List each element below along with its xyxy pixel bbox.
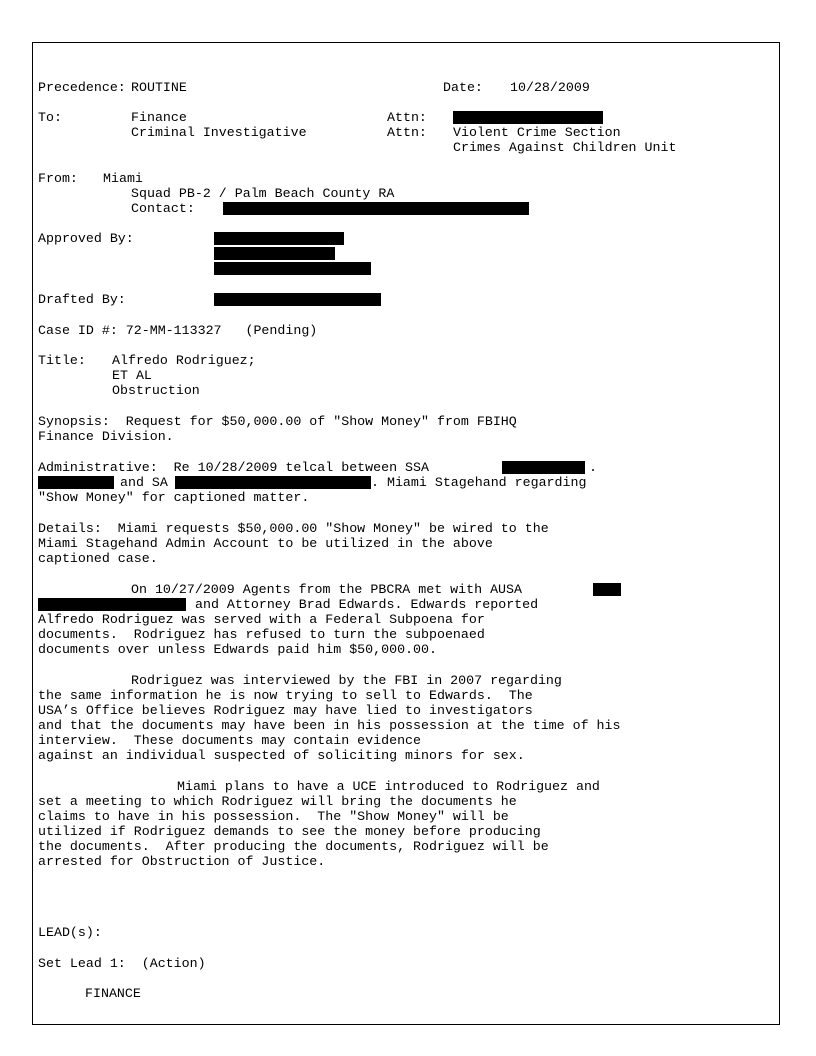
para1-line-1: On 10/27/2009 Agents from the PBCRA met with AUSA bbox=[131, 582, 522, 597]
attn-label-1: Attn: bbox=[387, 110, 427, 125]
to-label: To: bbox=[38, 110, 62, 125]
para1-line-4: documents. Rodriguez has refused to turn the subpoenaed bbox=[38, 627, 485, 642]
title-line-3: Obstruction bbox=[112, 383, 200, 398]
title-line-1: Alfredo Rodriguez; bbox=[112, 353, 256, 368]
administrative-line-1-end: . bbox=[589, 460, 597, 475]
lead-finance: FINANCE bbox=[85, 986, 141, 1001]
para3-line-4: utilized if Rodriguez demands to see the money before producing bbox=[38, 824, 541, 839]
case-id: Case ID #: 72-MM-113327 (Pending) bbox=[38, 323, 318, 338]
administrative-line-1: Administrative: Re 10/28/2009 telcal between SSA bbox=[38, 460, 429, 475]
administrative-line-3: "Show Money" for captioned matter. bbox=[38, 490, 310, 505]
para1-line-3: Alfredo Rodriguez was served with a Federal Subpoena for bbox=[38, 612, 485, 627]
precedence-label: Precedence: bbox=[38, 80, 126, 95]
title-label: Title: bbox=[38, 353, 86, 368]
attn-label-2: Attn: bbox=[387, 125, 427, 140]
administrative-line-2a: and SA bbox=[120, 475, 168, 490]
date-label: Date: bbox=[443, 80, 483, 95]
date-value: 10/28/2009 bbox=[510, 80, 590, 95]
attn-crimes-against-children: Crimes Against Children Unit bbox=[453, 140, 677, 155]
para2-line-5: interview. These documents may contain evidence bbox=[38, 733, 422, 748]
details-line-3: captioned case. bbox=[38, 551, 158, 566]
para2-line-3: USA’s Office believes Rodriguez may have lied to investigators bbox=[38, 703, 533, 718]
from-office: Miami bbox=[103, 171, 143, 186]
para3-line-2: set a meeting to which Rodriguez will bring the documents he bbox=[38, 794, 517, 809]
para2-line-6: against an individual suspected of soliciting minors for sex. bbox=[38, 748, 525, 763]
precedence-value: ROUTINE bbox=[131, 80, 187, 95]
para2-line-4: and that the documents may have been in his possession at the time of his bbox=[38, 718, 621, 733]
redaction-ssa-cont bbox=[38, 476, 114, 489]
from-label: From: bbox=[38, 171, 78, 186]
redaction-sa bbox=[175, 476, 371, 489]
recipient-criminal-investigative: Criminal Investigative bbox=[131, 125, 307, 140]
para3-line-3: claims to have in his possession. The "Show Money" will be bbox=[38, 809, 509, 824]
para3-line-5: the documents. After producing the documents, Rodriguez will be bbox=[38, 839, 549, 854]
title-line-2: ET AL bbox=[112, 368, 152, 383]
redaction-drafter bbox=[214, 293, 381, 306]
para1-line-2: and Attorney Brad Edwards. Edwards reported bbox=[195, 597, 539, 612]
redaction-attn bbox=[453, 111, 603, 124]
redaction-ausa bbox=[593, 583, 621, 596]
details-line-2: Miami Stagehand Admin Account to be utilized in the above bbox=[38, 536, 493, 551]
redaction-approver-1 bbox=[214, 232, 344, 245]
redaction-ausa-cont bbox=[38, 598, 186, 611]
synopsis-line-1: Synopsis: Request for $50,000.00 of "Show Money" from FBIHQ bbox=[38, 414, 517, 429]
redaction-contact bbox=[223, 202, 529, 215]
details-line-1: Details: Miami requests $50,000.00 "Show Money" be wired to the bbox=[38, 521, 549, 536]
drafted-by-label: Drafted By: bbox=[38, 292, 126, 307]
recipient-finance: Finance bbox=[131, 110, 187, 125]
para2-line-2: the same information he is now trying to sell to Edwards. The bbox=[38, 688, 533, 703]
synopsis-line-2: Finance Division. bbox=[38, 429, 174, 444]
approved-by-label: Approved By: bbox=[38, 231, 134, 246]
attn-violent-crime: Violent Crime Section bbox=[453, 125, 621, 140]
para3-line-6: arrested for Obstruction of Justice. bbox=[38, 854, 326, 869]
administrative-line-2b: . Miami Stagehand regarding bbox=[371, 475, 587, 490]
from-squad: Squad PB-2 / Palm Beach County RA bbox=[131, 186, 395, 201]
leads-label: LEAD(s): bbox=[38, 925, 102, 940]
redaction-approver-2 bbox=[214, 247, 335, 260]
para1-line-5: documents over unless Edwards paid him $50,000.00. bbox=[38, 642, 437, 657]
redaction-ssa bbox=[502, 461, 585, 474]
redaction-approver-3 bbox=[214, 262, 371, 275]
para3-line-1: Miami plans to have a UCE introduced to Rodriguez and bbox=[177, 779, 600, 794]
set-lead-1: Set Lead 1: (Action) bbox=[38, 956, 206, 971]
contact-label: Contact: bbox=[131, 201, 195, 216]
para2-line-1: Rodriguez was interviewed by the FBI in 2007 regarding bbox=[131, 673, 562, 688]
